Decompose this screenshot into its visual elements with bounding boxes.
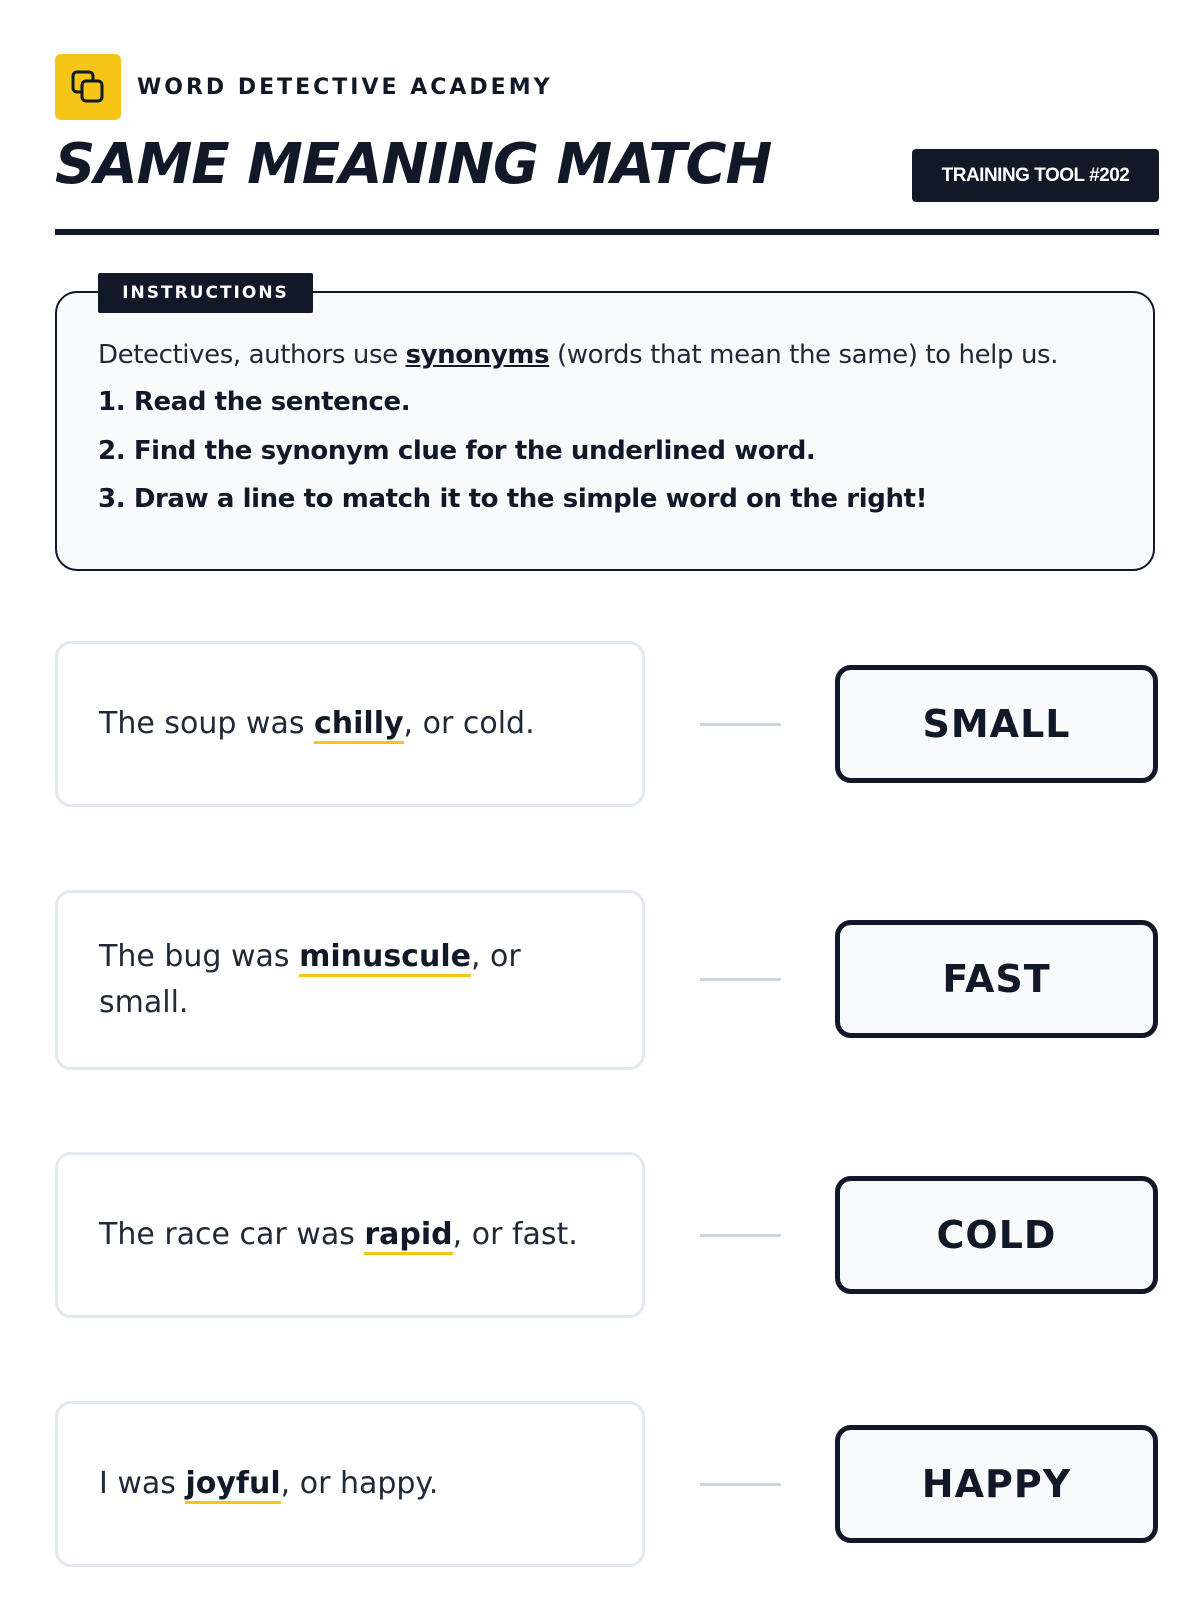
connector-line-1[interactable] bbox=[700, 723, 781, 726]
intro-text-after: (words that mean the same) to help us. bbox=[549, 340, 1059, 370]
target-word: minuscule bbox=[299, 939, 471, 977]
instruction-step-3: 3. Draw a line to match it to the simple word on the right! bbox=[98, 484, 928, 514]
sentence-text-2 bbox=[99, 934, 612, 1026]
sentence-before: The race car was bbox=[99, 1217, 365, 1252]
training-tool-badge: TRAINING TOOL #202 bbox=[912, 149, 1159, 202]
sentence-before: I was bbox=[99, 1466, 186, 1501]
target-word: rapid bbox=[364, 1217, 452, 1255]
sentence-after: , or fast. bbox=[452, 1217, 578, 1252]
sentence-card-1 bbox=[55, 641, 645, 807]
sentence-after: , or cold. bbox=[403, 706, 535, 741]
target-word: joyful bbox=[185, 1466, 280, 1504]
sentence-text-3 bbox=[99, 1212, 578, 1258]
connector-line-4[interactable] bbox=[700, 1483, 781, 1486]
header-divider bbox=[55, 229, 1159, 235]
sentence-card-3 bbox=[55, 1152, 645, 1318]
sentence-after: , or happy. bbox=[280, 1466, 439, 1501]
instructions-panel bbox=[55, 291, 1155, 571]
answer-box-happy[interactable]: HAPPY bbox=[835, 1425, 1158, 1543]
brand bbox=[55, 54, 553, 120]
page-title: SAME MEANING MATCH bbox=[55, 132, 772, 197]
connector-line-3[interactable] bbox=[700, 1234, 781, 1237]
copy-squares-icon bbox=[55, 54, 121, 120]
answer-box-fast[interactable]: FAST bbox=[835, 920, 1158, 1038]
target-word: chilly bbox=[314, 706, 404, 744]
sentence-card-4 bbox=[55, 1401, 645, 1567]
sentence-card-2 bbox=[55, 890, 645, 1070]
intro-text-before: Detectives, authors use bbox=[98, 340, 406, 370]
answer-box-small[interactable]: SMALL bbox=[835, 665, 1158, 783]
brand-name: WORD DETECTIVE ACADEMY bbox=[137, 74, 553, 100]
sentence-before: The soup was bbox=[99, 706, 314, 741]
synonyms-keyword: synonyms bbox=[405, 340, 550, 370]
sentence-before: The bug was bbox=[99, 939, 300, 974]
sentence-after: , or small. bbox=[99, 939, 521, 1020]
sentence-text-1 bbox=[99, 701, 535, 747]
instructions-tag: INSTRUCTIONS bbox=[98, 273, 313, 313]
instruction-step-1: 1. Read the sentence. bbox=[98, 387, 411, 417]
instruction-step-2: 2. Find the synonym clue for the underlined word. bbox=[98, 436, 816, 466]
connector-line-2[interactable] bbox=[700, 978, 781, 981]
sentence-text-4 bbox=[99, 1461, 438, 1507]
answer-box-cold[interactable]: COLD bbox=[835, 1176, 1158, 1294]
instructions-intro bbox=[98, 340, 1058, 370]
